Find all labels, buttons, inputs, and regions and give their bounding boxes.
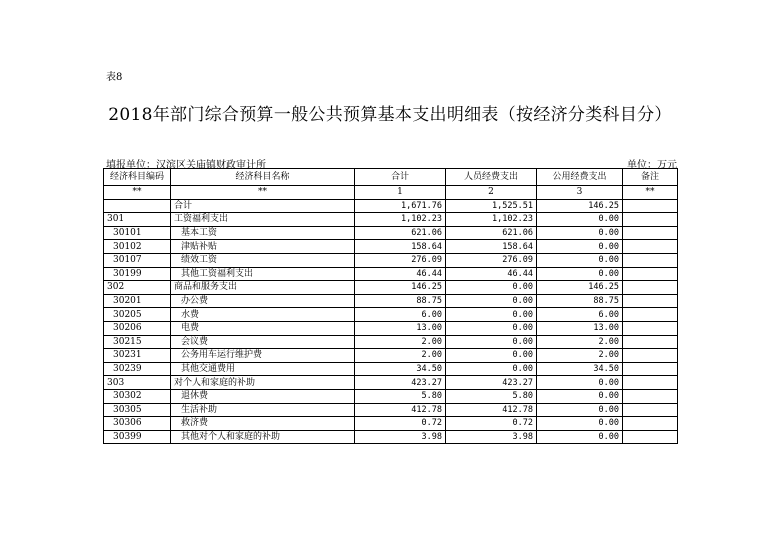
table-row xyxy=(104,267,678,281)
row-code: 30199 xyxy=(104,267,171,281)
row-public: 0.00 xyxy=(537,267,623,281)
row-total: 146.25 xyxy=(355,281,446,295)
row-name: 工资福利支出 xyxy=(171,213,355,227)
row-name: 其他工资福利支出 xyxy=(171,267,355,281)
row-note xyxy=(623,430,678,444)
header-code: 经济科目编码 xyxy=(104,169,171,186)
row-personnel: 0.72 xyxy=(446,417,537,431)
table-number: 表8 xyxy=(106,72,123,83)
row-note xyxy=(623,321,678,335)
row-personnel: 621.06 xyxy=(446,226,537,240)
row-total: 276.09 xyxy=(355,253,446,267)
row-note xyxy=(623,281,678,295)
row-personnel: 158.64 xyxy=(446,240,537,254)
index-cell: ** xyxy=(623,186,678,200)
table-row xyxy=(104,253,678,267)
row-public: 6.00 xyxy=(537,308,623,322)
table-row xyxy=(104,349,678,363)
row-total: 1,671.76 xyxy=(355,199,446,213)
row-note xyxy=(623,253,678,267)
table-row xyxy=(104,281,678,295)
index-row xyxy=(104,186,678,200)
page-title: 2018年部门综合预算一般公共预算基本支出明细表（按经济分类科目分） xyxy=(108,105,672,125)
row-public: 0.00 xyxy=(537,226,623,240)
row-code: 30206 xyxy=(104,321,171,335)
row-name: 电费 xyxy=(171,321,355,335)
row-total: 88.75 xyxy=(355,294,446,308)
row-code: 30101 xyxy=(104,226,171,240)
row-total: 0.72 xyxy=(355,417,446,431)
row-personnel: 423.27 xyxy=(446,376,537,390)
header-personnel: 人员经费支出 xyxy=(446,169,537,186)
row-public: 146.25 xyxy=(537,199,623,213)
row-note xyxy=(623,308,678,322)
row-name: 生活补助 xyxy=(171,403,355,417)
row-code: 30107 xyxy=(104,253,171,267)
row-note xyxy=(623,417,678,431)
row-code: 30231 xyxy=(104,349,171,363)
row-personnel: 412.78 xyxy=(446,403,537,417)
table-row xyxy=(104,321,678,335)
row-personnel: 0.00 xyxy=(446,294,537,308)
row-personnel: 276.09 xyxy=(446,253,537,267)
row-name: 会议费 xyxy=(171,335,355,349)
row-personnel: 1,525.51 xyxy=(446,199,537,213)
header-public: 公用经费支出 xyxy=(537,169,623,186)
row-note xyxy=(623,213,678,227)
row-code: 302 xyxy=(104,281,171,295)
header-name: 经济科目名称 xyxy=(171,169,355,186)
row-code: 301 xyxy=(104,213,171,227)
row-note xyxy=(623,199,678,213)
row-name: 水费 xyxy=(171,308,355,322)
reporting-unit: 填报单位：汉滨区关庙镇财政审计所 xyxy=(106,160,266,171)
currency-unit: 单位：万元 xyxy=(627,160,677,171)
table-row xyxy=(104,362,678,376)
row-personnel: 5.80 xyxy=(446,389,537,403)
row-total: 1,102.23 xyxy=(355,213,446,227)
row-public: 34.50 xyxy=(537,362,623,376)
row-personnel: 46.44 xyxy=(446,267,537,281)
row-public: 88.75 xyxy=(537,294,623,308)
row-note xyxy=(623,389,678,403)
table-row xyxy=(104,389,678,403)
row-name: 救济费 xyxy=(171,417,355,431)
row-total: 2.00 xyxy=(355,335,446,349)
row-name: 绩效工资 xyxy=(171,253,355,267)
row-personnel: 0.00 xyxy=(446,349,537,363)
header-total: 合计 xyxy=(355,169,446,186)
row-public: 146.25 xyxy=(537,281,623,295)
row-note xyxy=(623,335,678,349)
row-total: 2.00 xyxy=(355,349,446,363)
row-code: 30102 xyxy=(104,240,171,254)
row-total: 13.00 xyxy=(355,321,446,335)
row-code xyxy=(104,199,171,213)
row-code: 303 xyxy=(104,376,171,390)
row-note xyxy=(623,376,678,390)
table-row xyxy=(104,240,678,254)
row-name: 退休费 xyxy=(171,389,355,403)
table-row xyxy=(104,376,678,390)
row-note xyxy=(623,226,678,240)
row-note xyxy=(623,294,678,308)
row-personnel: 0.00 xyxy=(446,335,537,349)
table-row xyxy=(104,417,678,431)
header-row xyxy=(104,169,678,186)
row-total: 46.44 xyxy=(355,267,446,281)
row-note xyxy=(623,240,678,254)
row-total: 6.00 xyxy=(355,308,446,322)
row-total: 34.50 xyxy=(355,362,446,376)
row-public: 0.00 xyxy=(537,417,623,431)
table-row xyxy=(104,213,678,227)
row-code: 30201 xyxy=(104,294,171,308)
row-code: 30302 xyxy=(104,389,171,403)
row-name: 商品和服务支出 xyxy=(171,281,355,295)
row-total: 621.06 xyxy=(355,226,446,240)
row-public: 0.00 xyxy=(537,430,623,444)
row-code: 30399 xyxy=(104,430,171,444)
row-code: 30205 xyxy=(104,308,171,322)
table-row xyxy=(104,308,678,322)
expenditure-table xyxy=(103,168,678,444)
table-row xyxy=(104,335,678,349)
row-code: 30305 xyxy=(104,403,171,417)
row-public: 2.00 xyxy=(537,335,623,349)
row-public: 0.00 xyxy=(537,240,623,254)
index-cell: 3 xyxy=(537,186,623,200)
row-name: 合计 xyxy=(171,199,355,213)
row-total: 423.27 xyxy=(355,376,446,390)
row-personnel: 0.00 xyxy=(446,281,537,295)
row-code: 30215 xyxy=(104,335,171,349)
index-cell: ** xyxy=(171,186,355,200)
row-name: 办公费 xyxy=(171,294,355,308)
row-personnel: 1,102.23 xyxy=(446,213,537,227)
row-code: 30306 xyxy=(104,417,171,431)
row-name: 津贴补贴 xyxy=(171,240,355,254)
row-note xyxy=(623,267,678,281)
row-total: 3.98 xyxy=(355,430,446,444)
row-personnel: 3.98 xyxy=(446,430,537,444)
row-name: 对个人和家庭的补助 xyxy=(171,376,355,390)
table-row xyxy=(104,226,678,240)
row-note xyxy=(623,349,678,363)
index-cell: ** xyxy=(104,186,171,200)
row-personnel: 0.00 xyxy=(446,362,537,376)
row-personnel: 0.00 xyxy=(446,321,537,335)
row-total: 412.78 xyxy=(355,403,446,417)
table-row xyxy=(104,294,678,308)
row-name: 基本工资 xyxy=(171,226,355,240)
index-cell: 2 xyxy=(446,186,537,200)
table-row xyxy=(104,403,678,417)
row-note xyxy=(623,362,678,376)
row-note xyxy=(623,403,678,417)
row-total: 158.64 xyxy=(355,240,446,254)
table-row xyxy=(104,199,678,213)
row-personnel: 0.00 xyxy=(446,308,537,322)
row-total: 5.80 xyxy=(355,389,446,403)
row-name: 公务用车运行维护费 xyxy=(171,349,355,363)
row-public: 13.00 xyxy=(537,321,623,335)
row-public: 0.00 xyxy=(537,253,623,267)
index-cell: 1 xyxy=(355,186,446,200)
header-note: 备注 xyxy=(623,169,678,186)
row-public: 2.00 xyxy=(537,349,623,363)
row-public: 0.00 xyxy=(537,376,623,390)
row-code: 30239 xyxy=(104,362,171,376)
row-public: 0.00 xyxy=(537,403,623,417)
row-name: 其他对个人和家庭的补助 xyxy=(171,430,355,444)
row-public: 0.00 xyxy=(537,213,623,227)
row-public: 0.00 xyxy=(537,389,623,403)
row-name: 其他交通费用 xyxy=(171,362,355,376)
table-row xyxy=(104,430,678,444)
